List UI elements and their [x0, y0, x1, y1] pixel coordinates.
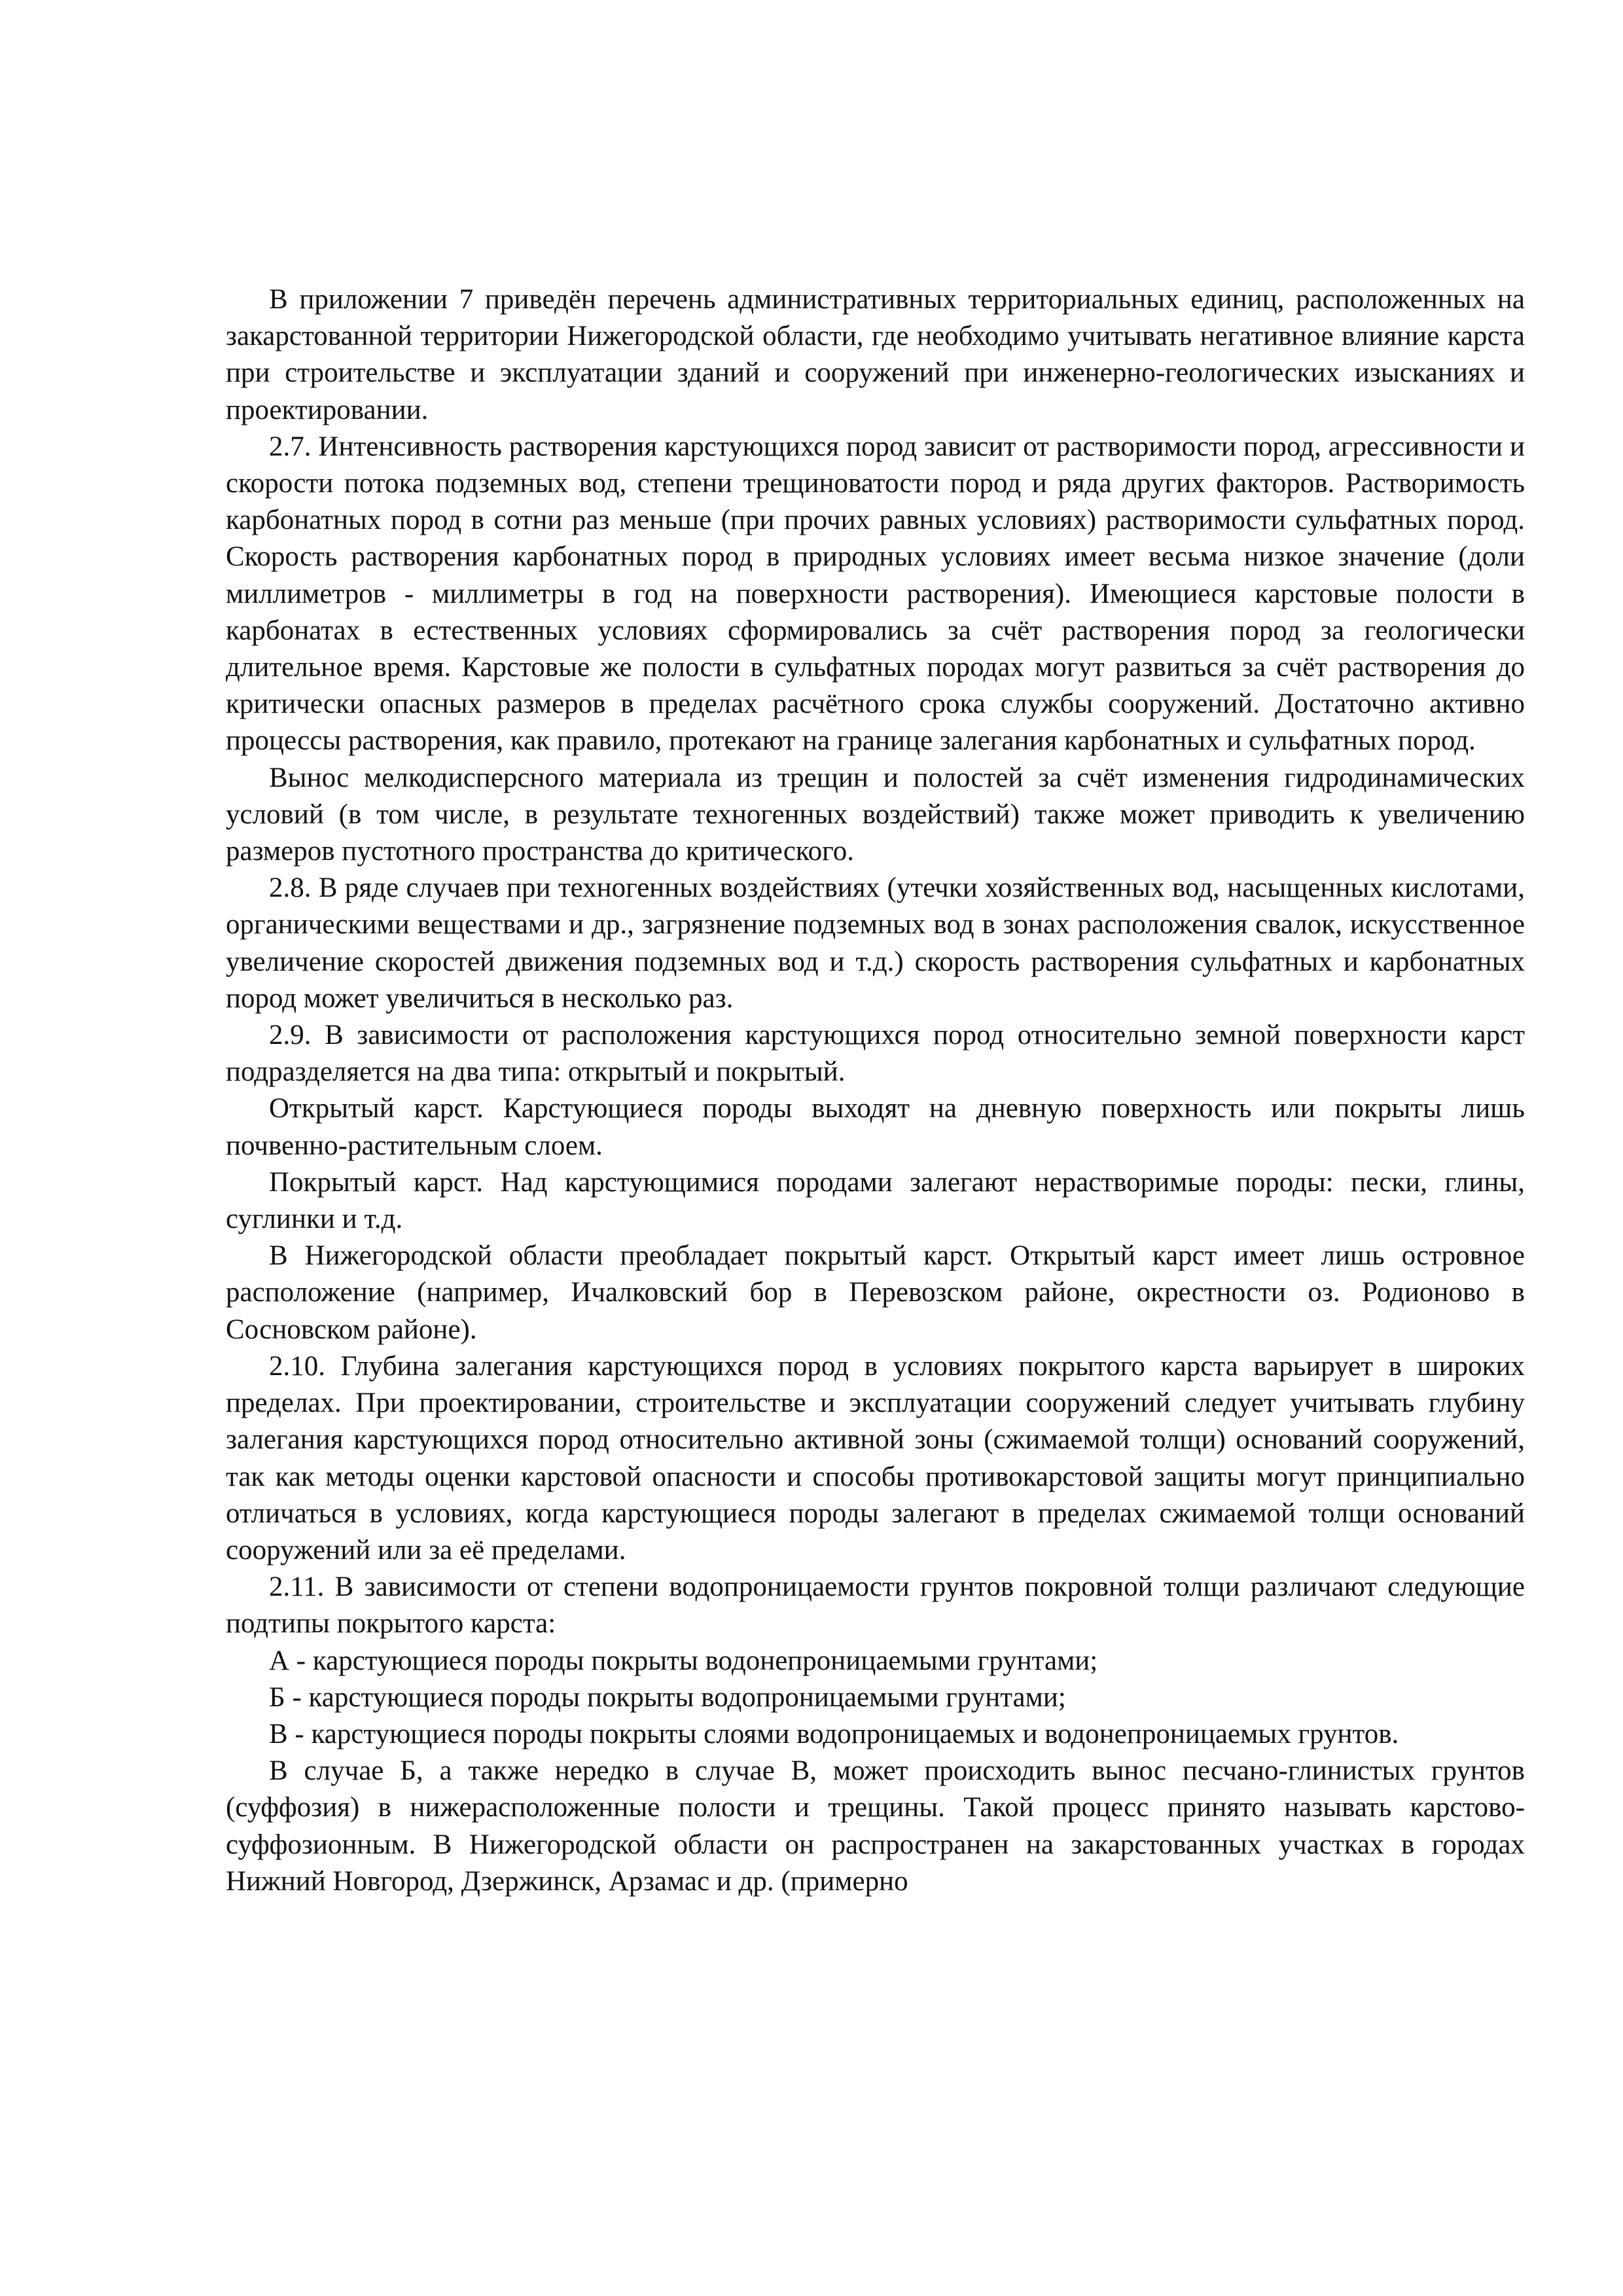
document-body: [226, 281, 1525, 1900]
paragraph-appendix-7: В приложении 7 приведён перечень административных территориальных единиц, расположенных на закарстованной территории Нижегородской области, где необходимо учитывать негативное влияние карста при строительстве и эксплуатации зданий и сооружений при инженерно-геологических изысканиях и проектировании.: [226, 284, 1525, 425]
list-item-subtype-v: В - карстующиеся породы покрыты слоями водопроницаемых и водонепроницаемых грунтов.: [269, 1718, 1399, 1749]
paragraph-covered-karst: Покрытый карст. Над карстующимися породами залегают нерастворимые породы: пески, глины, суглинки и т.д.: [226, 1166, 1525, 1235]
paragraph-fine-material-removal: Вынос мелкодисперсного материала из трещин и полостей за счёт изменения гидродинамических условий (в том числе, в результате техногенных воздействий) также может приводить к увеличению размеров пустотного пространства до критического.: [226, 762, 1525, 867]
paragraph-nizhny-novgorod-region: В Нижегородской области преобладает покрытый карст. Открытый карст имеет лишь островное расположение (например, Ичалковский бор в Перевозском районе, окрестности оз. Родионово в Сосновском районе).: [226, 1240, 1525, 1345]
paragraph-2-9: 2.9. В зависимости от расположения карстующихся пород относительно земной поверхности карст подразделяется на два типа: открытый и покрытый.: [226, 1020, 1525, 1088]
paragraph-2-10: 2.10. Глубина залегания карстующихся пород в условиях покрытого карста варьирует в широких пределах. При проектировании, строительстве и эксплуатации сооружений следует учитывать глубину залегания карстующихся пород относительно активной зоны (сжимаемой толщи) оснований сооружений, так как методы оценки карстовой опасности и способы противокарстовой защиты могут принципиально отличаться в условиях, когда карстующиеся породы залегают в пределах сжимаемой толщи оснований сооружений или за её пределами.: [226, 1350, 1525, 1566]
paragraph-2-7: 2.7. Интенсивность растворения карстующихся пород зависит от растворимости пород, агрессивности и скорости потока подземных вод, степени трещиноватости пород и ряда других факторов. Растворимость карбонатных пород в сотни раз меньше (при прочих равных условиях) растворимости сульфатных пород. Скорость растворения карбонатных пород в природных условиях имеет весьма низкое значение (доли миллиметров - миллиметры в год на поверхности растворения). Имеющиеся карстовые полости в карбонатах в естественных условиях сформировались за счёт растворения пород за геологически длительное время. Карстовые же полости в сульфатных породах могут развиться за счёт растворения до критически опасных размеров в пределах расчётного срока службы сооружений. Достаточно активно процессы растворения, как правило, протекают на границе залегания карбонатных и сульфатных пород.: [226, 431, 1525, 757]
paragraph-2-8: 2.8. В ряде случаев при техногенных воздействиях (утечки хозяйственных вод, насыщенных кислотами, органическими веществами и др., загрязнение подземных вод в зонах расположения свалок, искусственное увеличение скоростей движения подземных вод и т.д.) скорость растворения сульфатных и карбонатных пород может увеличиться в несколько раз.: [226, 872, 1525, 1014]
list-item-subtype-b: Б - карстующиеся породы покрыты водопроницаемыми грунтами;: [269, 1681, 1066, 1713]
paragraph-suffosion: В случае Б, а также нередко в случае В, может происходить вынос песчано-глинистых грунтов (суффозия) в нижерасположенные полости и трещины. Такой процесс принято называть карстово-суффозионным. В Нижегородской области он распространен на закарстованных участках в городах Нижний Новгород, Дзержинск, Арзамас и др. (примерно: [226, 1755, 1525, 1897]
paragraph-2-11: 2.11. В зависимости от степени водопроницаемости грунтов покровной толщи различают следующие подтипы покрытого карста:: [226, 1571, 1525, 1640]
list-item-subtype-a: А - карстующиеся породы покрыты водонепроницаемыми грунтами;: [269, 1645, 1098, 1676]
paragraph-open-karst: Открытый карст. Карстующиеся породы выходят на дневную поверхность или покрыты лишь почвенно-растительным слоем.: [226, 1093, 1525, 1161]
